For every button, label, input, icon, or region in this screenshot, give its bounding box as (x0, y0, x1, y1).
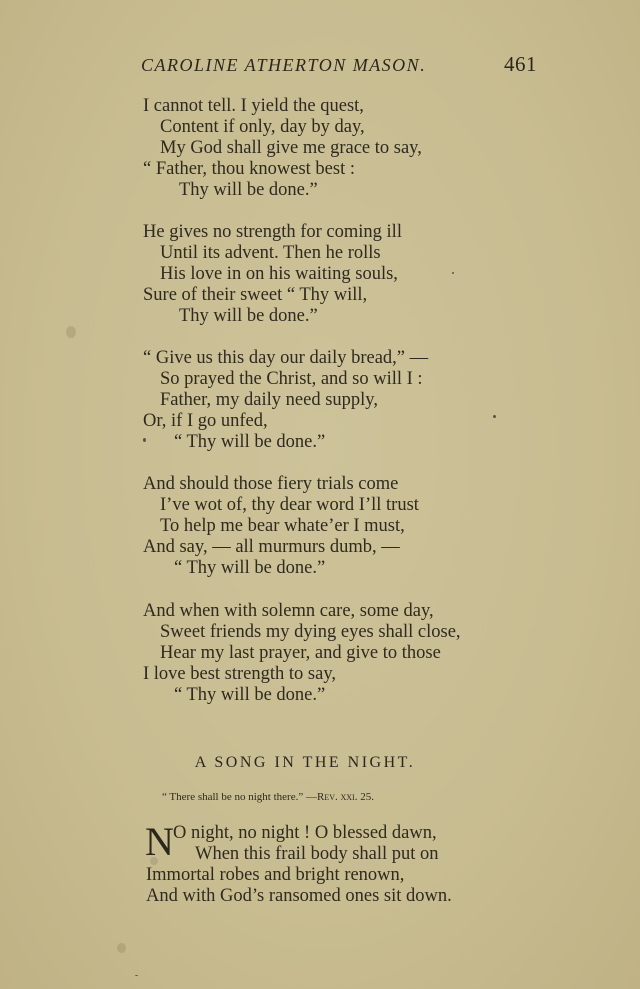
verse-line: I love best strength to say, (143, 664, 337, 684)
running-head (141, 52, 537, 77)
song-stanza-1 (143, 819, 452, 907)
stanza-5 (143, 601, 461, 706)
verse-line: I cannot tell. I yield the quest, (143, 96, 364, 116)
paper-speck (143, 438, 146, 442)
verse-line: Thy will be done.” (179, 180, 318, 200)
verse-line: I’ve wot of, thy dear word I’ll trust (160, 495, 419, 515)
stanza-3 (143, 348, 428, 453)
paper-smudge (150, 857, 158, 865)
verse-line: Or, if I go unfed, (143, 411, 268, 431)
stanza-1 (143, 96, 422, 201)
paper-speck (493, 415, 496, 418)
verse-line: O night, no night ! O blessed dawn, (173, 823, 437, 843)
verse-line: And when with solemn care, some day, (143, 601, 434, 621)
epigraph (162, 791, 374, 803)
poem-title-text: A SONG IN THE NIGHT. (194, 754, 416, 771)
stanza-2 (143, 222, 402, 327)
verse-line: Thy will be done.” (179, 306, 318, 326)
verse-line: Sweet friends my dying eyes shall close, (160, 622, 461, 642)
verse-line: And should those fiery trials come (143, 474, 399, 494)
verse-line: “ Father, thou knowest best : (143, 159, 355, 179)
paper-speck (452, 272, 454, 274)
verse-line: His love in on his waiting souls, (160, 264, 398, 284)
verse-line: My God shall give me grace to say, (160, 138, 422, 158)
epigraph-quote: “ There shall be no night there.” — (162, 791, 317, 803)
verse-line: To help me bear whate’er I must, (160, 516, 405, 536)
verse-line: He gives no strength for coming ill (143, 222, 402, 242)
verse-line: Immortal robes and bright renown, (146, 865, 405, 885)
verse-line: Father, my daily need supply, (160, 390, 378, 410)
verse-line: Content if only, day by day, (160, 117, 365, 137)
verse-line: Hear my last prayer, and give to those (160, 643, 441, 663)
epigraph-source: Rev. xxi. 25. (316, 791, 374, 803)
author-running-title: CAROLINE ATHERTON MASON. (141, 55, 427, 75)
verse-line: “ Thy will be done.” (174, 558, 326, 578)
paper-smudge (117, 943, 126, 953)
drop-cap: N (145, 819, 174, 864)
verse-line: When this frail body shall put on (195, 844, 439, 864)
verse-line: And with God’s ransomed ones sit down. (146, 886, 452, 906)
verse-line: “ Give us this day our daily bread,” — (143, 348, 429, 368)
verse-line: And say, — all murmurs dumb, — (143, 537, 400, 557)
verse-line: Sure of their sweet “ Thy will, (143, 285, 368, 305)
stanza-4 (143, 474, 419, 579)
page-number: 461 (504, 52, 537, 76)
verse-line: So prayed the Christ, and so will I : (160, 369, 423, 389)
paper-smudge (66, 326, 76, 338)
verse-line: “ Thy will be done.” (174, 685, 326, 705)
verse-line: “ Thy will be done.” (174, 432, 326, 452)
verse-line: Until its advent. Then he rolls (160, 243, 381, 263)
paper-speck (135, 975, 138, 976)
poem-title (0, 754, 640, 772)
